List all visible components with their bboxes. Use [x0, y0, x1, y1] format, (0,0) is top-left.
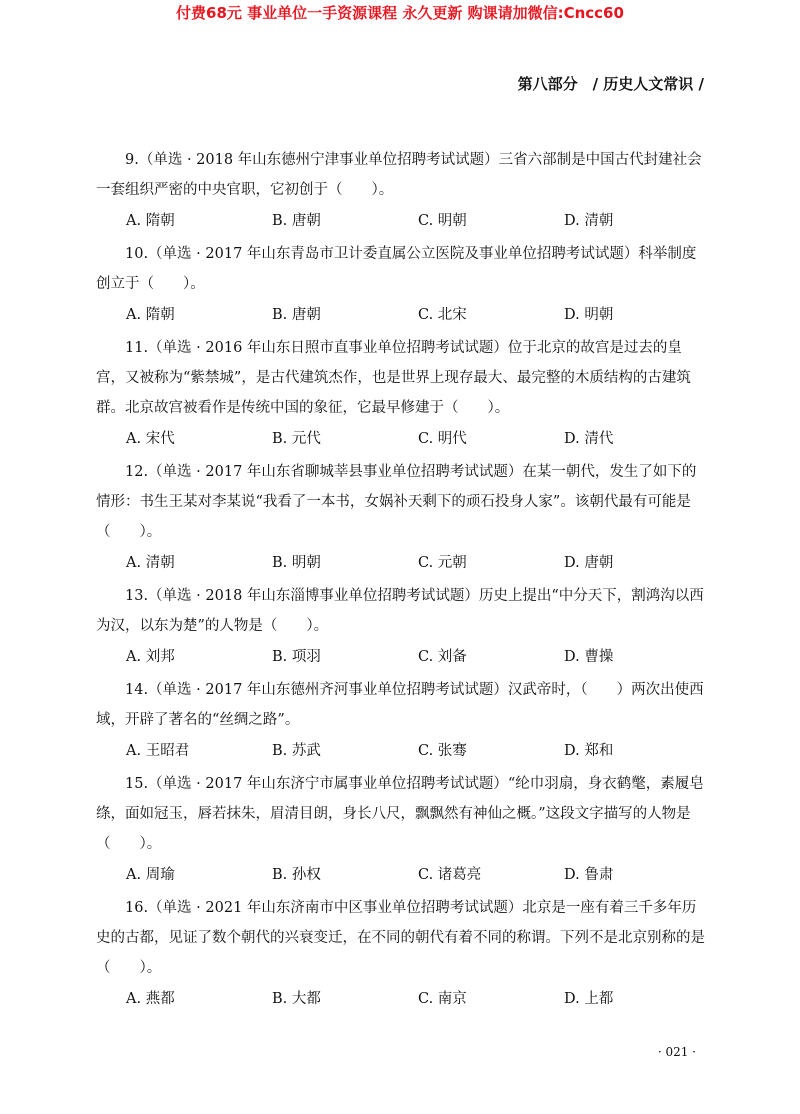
question-stem: 14.（单选 · 2017 年山东德州齐河事业单位招聘考试试题）汉武帝时，（ ）两次出使西域，开辟了著名的“丝绸之路”。 [96, 682, 704, 728]
question-12 [96, 457, 710, 578]
question-13 [96, 581, 710, 672]
option-row [96, 206, 710, 236]
question-stem: 11.（单选 · 2016 年山东日照市直事业单位招聘考试试题）位于北京的故宫是过去的皇宫，又被称为“紫禁城”，是古代建筑杰作，也是世界上现存最大、最完整的木质结构的古建筑群。北京故宫被看作是传统中国的象征，它最早修建于（ ）。 [96, 340, 691, 416]
option-b: B. 苏武 [272, 743, 321, 759]
option-d: D. 鲁肃 [564, 867, 614, 883]
option-b: B. 唐朝 [272, 307, 321, 323]
option-d: D. 郑和 [564, 743, 614, 759]
option-b: B. 项羽 [272, 649, 321, 665]
question-stem: 10.（单选 · 2017 年山东青岛市卫计委直属公立医院及事业单位招聘考试试题）科举制度创立于（ ）。 [96, 246, 697, 292]
option-row [96, 548, 710, 578]
option-row [96, 736, 710, 766]
option-b: B. 大都 [272, 991, 321, 1007]
option-c: C. 诸葛亮 [418, 867, 482, 883]
option-c: C. 元朝 [418, 555, 467, 571]
question-stem: 16.（单选 · 2021 年山东济南市中区事业单位招聘考试试题）北京是一座有着三千多年历史的古都，见证了数个朝代的兴衰变迁，在不同的朝代有着不同的称谓。下列不是北京别称的是（ ）。 [96, 900, 705, 976]
option-d: D. 上都 [564, 991, 614, 1007]
option-a: A. 清朝 [126, 555, 175, 571]
option-c: C. 北宋 [418, 307, 467, 323]
option-b: B. 唐朝 [272, 213, 321, 229]
option-d: D. 清朝 [564, 213, 614, 229]
option-a: A. 王昭君 [126, 743, 190, 759]
question-10 [96, 239, 710, 330]
option-d: D. 唐朝 [564, 555, 614, 571]
option-row [96, 984, 710, 1014]
section-header: 第八部分 / 历史人文常识 / [517, 75, 704, 93]
option-b: B. 孙权 [272, 867, 321, 883]
question-list [96, 145, 710, 1017]
option-c: C. 明朝 [418, 213, 467, 229]
question-9 [96, 145, 710, 236]
option-row [96, 300, 710, 330]
option-b: B. 明朝 [272, 555, 321, 571]
option-c: C. 张骞 [418, 743, 467, 759]
question-stem: 13.（单选 · 2018 年山东淄博事业单位招聘考试试题）历史上提出“中分天下，割鸿沟以西为汉，以东为楚”的人物是（ ）。 [96, 588, 704, 634]
option-c: C. 南京 [418, 991, 467, 1007]
question-stem: 12.（单选 · 2017 年山东省聊城莘县事业单位招聘考试试题）在某一朝代，发生了如下的情形：书生王某对李某说“我看了一本书，女娲补天剩下的顽石投身人家”。该朝代最有可能是（ ）。 [96, 464, 697, 540]
option-d: D. 明朝 [564, 307, 614, 323]
option-a: A. 周瑜 [126, 867, 175, 883]
option-a: A. 隋朝 [126, 307, 175, 323]
promo-banner: 付费68元 事业单位一手资源课程 永久更新 购课请加微信:Cncc60 [176, 4, 624, 22]
question-stem: 9.（单选 · 2018 年山东德州宁津事业单位招聘考试试题）三省六部制是中国古代封建社会一套组织严密的中央官职，它初创于（ ）。 [96, 152, 702, 198]
option-a: A. 隋朝 [126, 213, 175, 229]
option-d: D. 曹操 [564, 649, 614, 665]
option-a: A. 宋代 [126, 431, 175, 447]
option-d: D. 清代 [564, 431, 614, 447]
page-number: · 021 · [657, 1045, 696, 1059]
option-c: C. 明代 [418, 431, 467, 447]
option-c: C. 刘备 [418, 649, 467, 665]
option-row [96, 642, 710, 672]
option-row [96, 860, 710, 890]
option-a: A. 燕都 [126, 991, 175, 1007]
question-16 [96, 893, 710, 1014]
option-a: A. 刘邦 [126, 649, 175, 665]
option-b: B. 元代 [272, 431, 321, 447]
question-stem: 15.（单选 · 2017 年山东济宁市属事业单位招聘考试试题）“纶巾羽扇，身衣鹤氅，素履皂绦，面如冠玉，唇若抹朱，眉清目朗，身长八尺，飘飘然有神仙之概。”这段文字描写的人物是（ ）。 [96, 776, 704, 852]
question-11 [96, 333, 710, 454]
option-row [96, 424, 710, 454]
question-15 [96, 769, 710, 890]
question-14 [96, 675, 710, 766]
